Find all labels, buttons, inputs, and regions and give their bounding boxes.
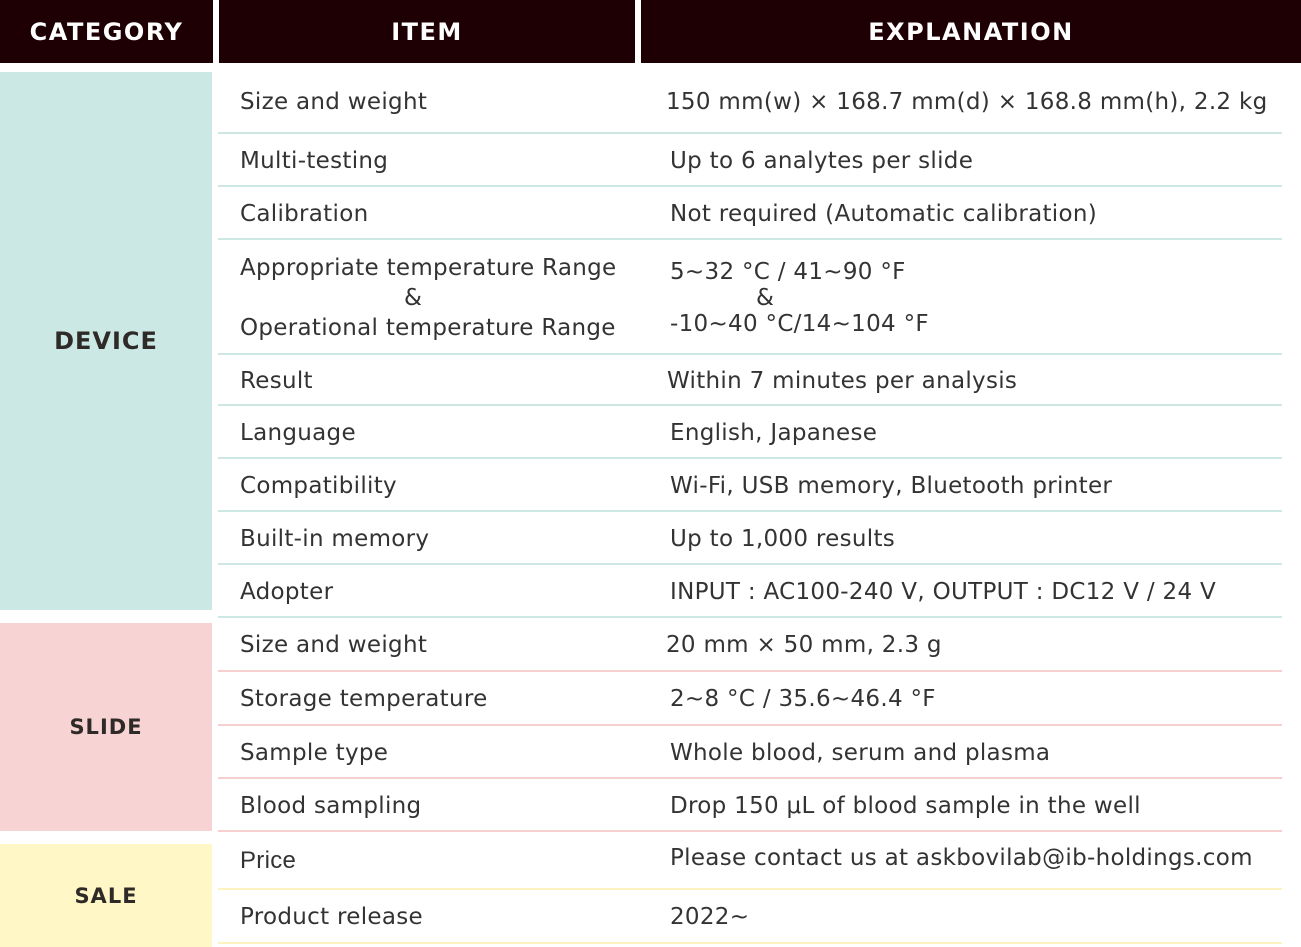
item-cell: Multi-testing xyxy=(240,147,389,174)
item-cell: Storage temperature xyxy=(240,686,488,712)
item-cell: Adopter xyxy=(240,578,334,605)
explanation-cell: 2~8 °C / 35.6~46.4 °F xyxy=(670,686,936,712)
explanation-cell xyxy=(670,240,1282,355)
explanation-cell: 2022~ xyxy=(670,904,750,930)
explanation-cell: 150 mm(w) × 168.7 mm(d) × 168.8 mm(h), 2.2 kg xyxy=(666,89,1268,115)
explanation-line: 5~32 °C / 41~90 °F xyxy=(670,258,906,285)
table-row xyxy=(218,459,1282,512)
table-row xyxy=(218,779,1282,832)
explanation-cell: Whole blood, serum and plasma xyxy=(670,739,1051,766)
table-row xyxy=(218,70,1282,134)
item-line: Operational temperature Range xyxy=(240,314,616,341)
explanation-cell: Please contact us at askbovilab@ib-holdings.com xyxy=(670,845,1253,871)
item-cell: Blood sampling xyxy=(240,792,422,819)
row-divider xyxy=(218,942,1282,944)
header-category: CATEGORY xyxy=(0,0,213,63)
explanation-cell: Not required (Automatic calibration) xyxy=(670,200,1098,227)
table-row xyxy=(218,565,1282,618)
item-cell: Product release xyxy=(240,904,424,930)
explanation-cell: INPUT : AC100-240 V, OUTPUT : DC12 V / 24 V xyxy=(670,578,1217,605)
item-cell: Sample type xyxy=(240,739,389,766)
table-row xyxy=(218,618,1282,672)
item-cell: Size and weight xyxy=(240,89,428,115)
category-slide: SLIDE xyxy=(0,623,212,831)
table-row xyxy=(218,406,1282,459)
table-row xyxy=(218,240,1282,355)
item-cell: Built-in memory xyxy=(240,525,430,552)
table-row xyxy=(218,726,1282,779)
explanation-ampersand: & xyxy=(756,284,775,311)
item-cell xyxy=(240,240,640,355)
explanation-cell: Drop 150 μL of blood sample in the well xyxy=(670,792,1141,819)
table-row xyxy=(218,134,1282,187)
explanation-cell: Within 7 minutes per analysis xyxy=(667,367,1018,394)
explanation-cell: Up to 1,000 results xyxy=(670,525,896,552)
table-row xyxy=(218,890,1282,944)
category-sale: SALE xyxy=(0,844,212,947)
header-explanation: EXPLANATION xyxy=(641,0,1301,63)
explanation-cell: Up to 6 analytes per slide xyxy=(670,147,974,174)
item-ampersand: & xyxy=(404,284,423,311)
item-cell: Language xyxy=(240,419,356,446)
table-row xyxy=(218,832,1282,890)
item-cell: Calibration xyxy=(240,200,369,227)
item-cell: Price xyxy=(240,847,297,874)
explanation-cell: 20 mm × 50 mm, 2.3 g xyxy=(666,632,942,658)
item-cell: Size and weight xyxy=(240,632,428,658)
explanation-cell: English, Japanese xyxy=(670,419,878,446)
category-device: DEVICE xyxy=(0,72,212,610)
item-cell: Compatibility xyxy=(240,472,397,499)
table-row xyxy=(218,187,1282,240)
explanation-cell: Wi-Fi, USB memory, Bluetooth printer xyxy=(670,472,1113,499)
explanation-line: -10~40 °C/14~104 °F xyxy=(670,310,929,337)
table-row xyxy=(218,512,1282,565)
table-row xyxy=(218,672,1282,726)
item-cell: Result xyxy=(240,367,313,394)
table-row xyxy=(218,355,1282,406)
header-item: ITEM xyxy=(219,0,635,63)
item-line: Appropriate temperature Range xyxy=(240,254,617,281)
